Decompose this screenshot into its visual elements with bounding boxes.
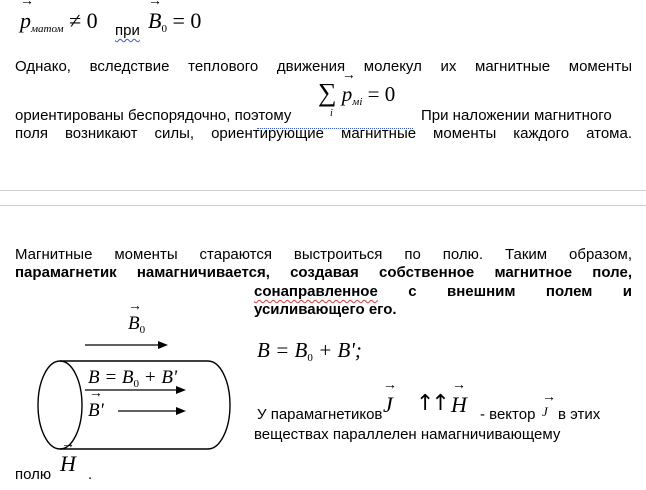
para3-j-small-symbol: → J (542, 404, 548, 420)
para2-word-sonapravlennoe: сонаправленное (254, 283, 378, 300)
sum-symbol: ∑ (318, 78, 337, 107)
sum-equals-zero: = 0 (367, 82, 396, 106)
separator-2 (0, 205, 646, 206)
diagram-eq-tail: + B' (143, 367, 178, 388)
para2-word-polem: полем (545, 283, 593, 300)
bprime-arrowhead (176, 407, 186, 415)
para2-word-i: и (622, 283, 632, 300)
para3-line1-a: У парамагнетиков (257, 406, 383, 423)
lower-arrowhead (176, 386, 186, 394)
b0-arrowhead (158, 341, 168, 349)
para1-line2-a (15, 107, 291, 125)
para3-codirected-arrows: ↑↑ (416, 391, 447, 416)
cylinder-right-end (208, 361, 230, 449)
para3-h-vector (451, 392, 467, 418)
para3-line3-a: полю (15, 466, 52, 483)
para2-line4: усиливающего его. (254, 301, 397, 318)
cylinder-left-end (38, 361, 82, 449)
diagram-b0-sub: 0 (139, 324, 146, 336)
para3-j-small-vector (542, 404, 548, 420)
b-vector-symbol: → B (148, 8, 161, 34)
equation-b-sum (257, 338, 362, 364)
para3-j-vector (383, 392, 393, 418)
para3-line2: веществах параллелен намагничивающему (254, 426, 561, 443)
sum-formula (318, 78, 395, 108)
sum-p-subscript: мi (352, 96, 363, 108)
equals-zero: = 0 (172, 8, 202, 33)
eq2-head: B = B (257, 338, 308, 362)
pri-word: при (115, 22, 140, 39)
para2-line2: парамагнетик намагничивается, создавая собственное магнитное поле, (15, 264, 632, 281)
para1-line2-text: ориентированы беспорядочно, поэтому (15, 107, 292, 124)
para3-j-symbol: → J (383, 392, 393, 418)
sum-p-symbol: → p (342, 82, 353, 107)
diagram-b0-symbol: → B (128, 313, 140, 335)
b-subscript: 0 (161, 23, 167, 35)
para3-h2-symbol: → H (60, 451, 76, 477)
para2-line1: Магнитные моменты стараются выстроиться по полю. Таким образом, (15, 246, 632, 263)
para3-line1-c: в этих (558, 406, 601, 423)
diagram-bprime-symbol: → B' (88, 400, 104, 422)
diagram-bprime-label (88, 400, 104, 422)
para3-h-symbol: → H (451, 392, 467, 418)
eq2-sub: 0 (307, 352, 313, 364)
para3-h2-vector (60, 451, 76, 477)
para3-line3-b: . (88, 466, 93, 483)
diagram-b0-label (128, 313, 145, 336)
para1-line3: поля возникают силы, ориентирующие магнитные моменты каждого атома. (15, 125, 632, 142)
sum-index: i (330, 108, 333, 119)
diagram-eq-sub: 0 (133, 378, 140, 390)
para2-word-vneshnim: внешним (446, 283, 516, 300)
para3-line1-b: - вектор (480, 406, 536, 423)
formula-b0 (148, 8, 201, 35)
formula-p-atom (20, 8, 98, 35)
separator-1 (0, 190, 646, 191)
not-equal-zero: ≠ 0 (69, 8, 98, 33)
p-subscript: матом (31, 23, 64, 35)
para1-line1: Однако, вследствие теплового движения молекул их магнитные моменты (15, 58, 632, 75)
p-vector-symbol: → p (20, 8, 31, 34)
eq2-tail: + B'; (318, 338, 362, 362)
para2-line3 (254, 283, 632, 301)
para1-line2-b: При наложении магнитного (421, 107, 612, 124)
diagram-eq-head: B = B (88, 367, 134, 388)
para2-word-s: с (408, 283, 417, 300)
